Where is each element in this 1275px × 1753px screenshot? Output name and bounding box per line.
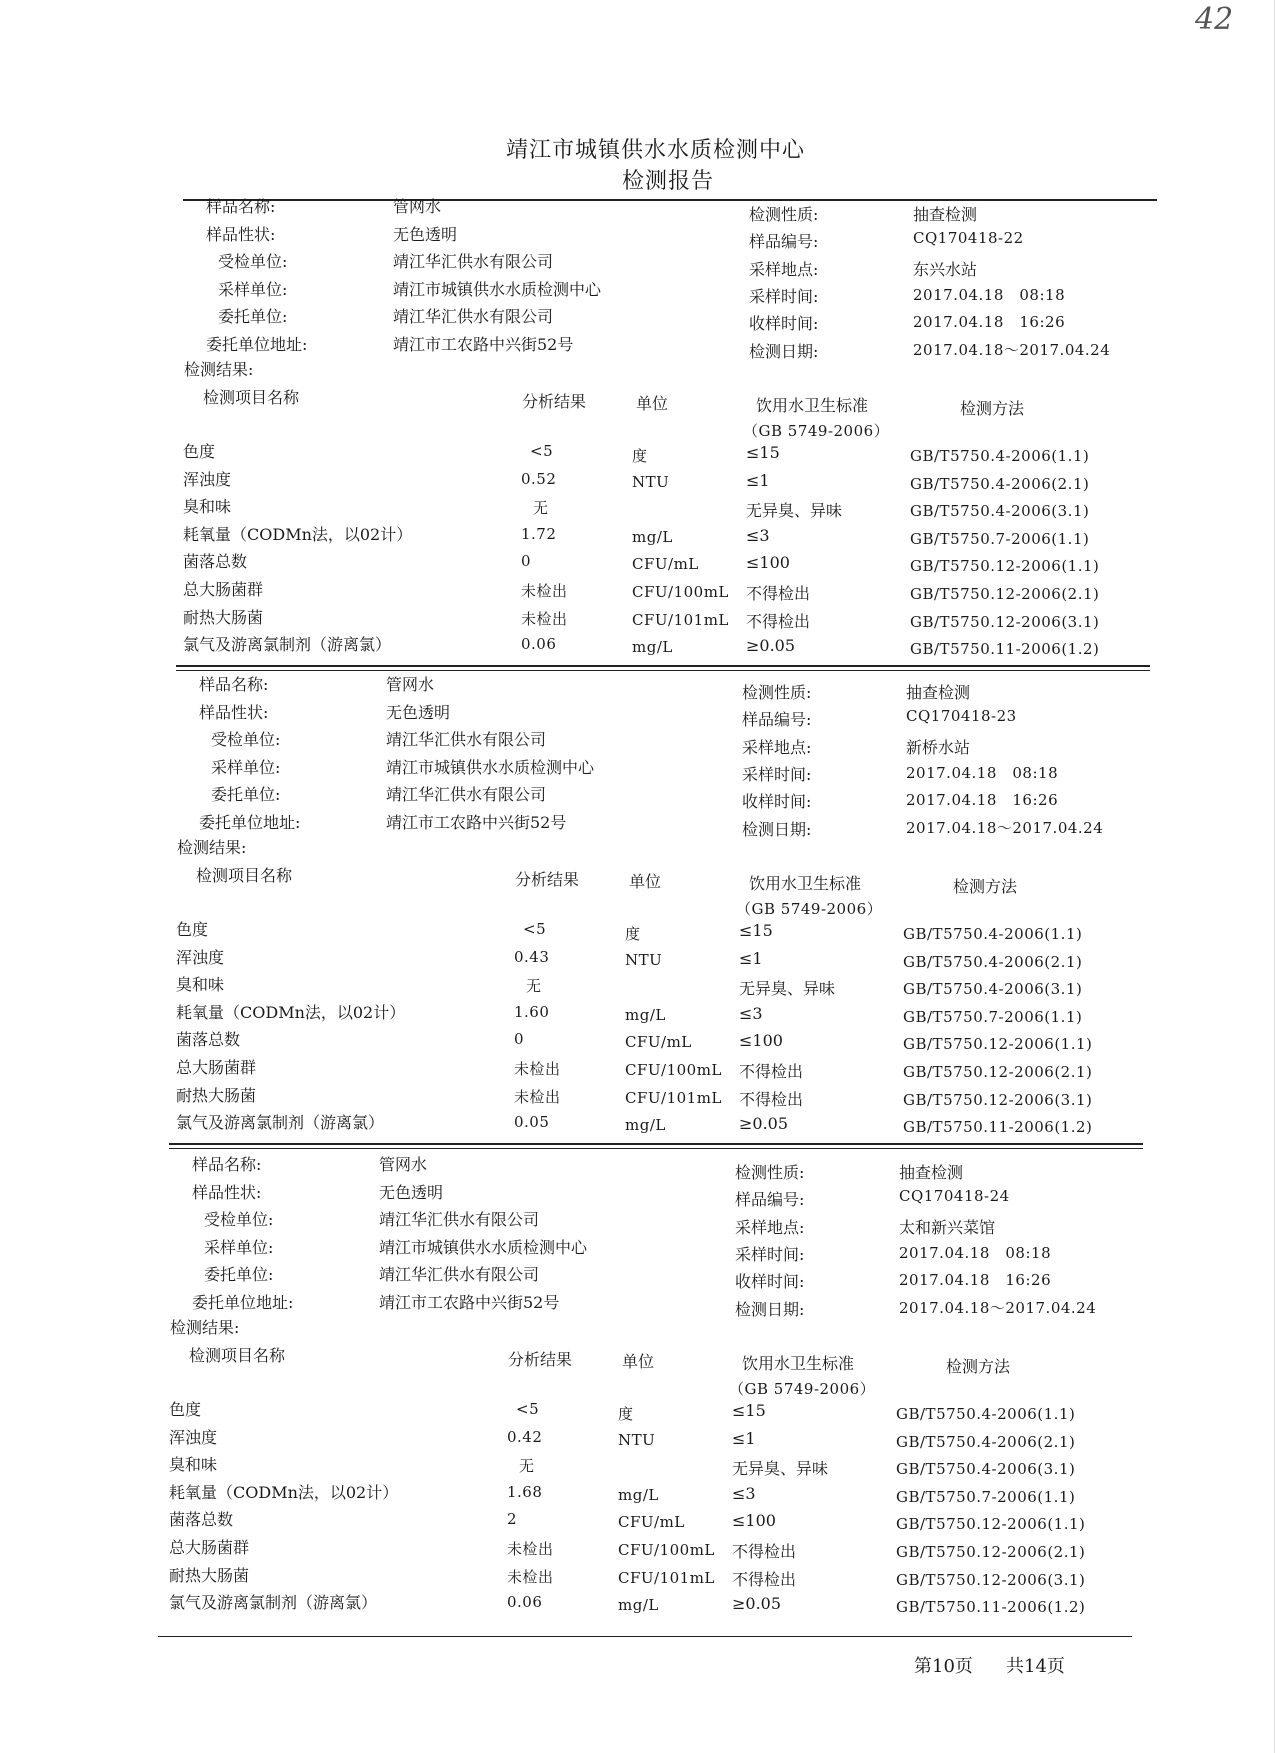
row-method: GB/T5750.11-2006(1.2) (910, 640, 1100, 658)
row-item: 总大肠菌群 (183, 580, 264, 599)
row-result: 0.05 (514, 1113, 550, 1131)
test-date-value: 2017.04.18～2017.04.24 (913, 341, 1111, 359)
row-unit: NTU (618, 1431, 656, 1449)
row-result: 0 (521, 552, 532, 570)
row-unit: CFU/mL (632, 555, 699, 573)
row-standard: ≥0.05 (746, 636, 796, 655)
receive-time-label: 收样时间: (742, 792, 812, 811)
results-label: 检测结果: (177, 838, 247, 857)
handwritten-page-mark: 42 (1195, 2, 1234, 37)
row-standard: ≤1 (746, 471, 770, 490)
row-unit: CFU/101mL (625, 1089, 722, 1107)
sample-name-label: 样品名称: (192, 1155, 262, 1174)
receive-time-value: 2017.04.18 16:26 (906, 791, 1059, 809)
row-method: GB/T5750.4-2006(2.1) (896, 1433, 1076, 1451)
col-header-item: 检测项目名称 (203, 388, 300, 407)
client-address-label: 委托单位地址: (206, 335, 308, 354)
inspected-unit-value: 靖江华汇供水有限公司 (393, 252, 554, 271)
col-header-unit: 单位 (622, 1352, 655, 1371)
sample-no-value: CQ170418-22 (913, 229, 1024, 247)
row-result: 未检出 (514, 1060, 561, 1078)
sample-state-value: 无色透明 (386, 703, 451, 722)
row-result: 无 (519, 1457, 535, 1475)
row-standard: 不得检出 (732, 1570, 797, 1589)
col-header-unit: 单位 (629, 872, 662, 891)
row-item: 氯气及游离氯制剂（游离氯） (169, 1593, 378, 1612)
client-address-label: 委托单位地址: (192, 1293, 294, 1312)
sample-state-label: 样品性状: (206, 225, 276, 244)
row-result: 1.72 (521, 525, 557, 543)
test-nature-label: 检测性质: (742, 683, 812, 702)
row-unit: NTU (625, 951, 663, 969)
client-address-value: 靖江市工农路中兴街52号 (379, 1293, 560, 1312)
sample-name-label: 样品名称: (206, 197, 276, 216)
sampling-site-value: 东兴水站 (913, 260, 978, 279)
row-standard: 不得检出 (732, 1542, 797, 1561)
row-method: GB/T5750.12-2006(3.1) (896, 1571, 1086, 1589)
row-method: GB/T5750.4-2006(2.1) (903, 953, 1083, 971)
sample-state-label: 样品性状: (199, 703, 269, 722)
row-result: 0.06 (521, 635, 557, 653)
sampling-time-value: 2017.04.18 08:18 (906, 764, 1059, 782)
row-item: 浑浊度 (169, 1428, 218, 1447)
row-result: 未检出 (521, 582, 568, 600)
receive-time-value: 2017.04.18 16:26 (899, 1271, 1052, 1289)
test-nature-value: 抽查检测 (913, 205, 978, 224)
row-item: 耗氧量（CODMn法，以02计） (176, 1003, 406, 1022)
col-header-unit: 单位 (636, 394, 669, 413)
sampling-site-value: 新桥水站 (906, 738, 971, 757)
row-method: GB/T5750.12-2006(1.1) (896, 1515, 1086, 1533)
row-method: GB/T5750.11-2006(1.2) (903, 1118, 1093, 1136)
col-header-standard: 饮用水卫生标准 (749, 874, 862, 893)
row-method: GB/T5750.4-2006(2.1) (910, 475, 1090, 493)
test-nature-value: 抽查检测 (906, 683, 971, 702)
client-unit-value: 靖江华汇供水有限公司 (386, 785, 547, 804)
row-result: 0.52 (521, 470, 557, 488)
sample-no-label: 样品编号: (749, 232, 819, 251)
inspected-unit-label: 受检单位: (218, 252, 288, 271)
client-address-label: 委托单位地址: (199, 813, 301, 832)
row-method: GB/T5750.4-2006(1.1) (910, 447, 1090, 465)
sample-no-label: 样品编号: (735, 1190, 805, 1209)
row-standard: ≤3 (746, 526, 770, 545)
section-separator (176, 665, 1150, 671)
row-standard: 不得检出 (739, 1062, 804, 1081)
col-header-standard-code: （GB 5749-2006） (729, 1380, 876, 1398)
sampling-time-label: 采样时间: (735, 1245, 805, 1264)
row-result: 0 (514, 1030, 525, 1048)
receive-time-value: 2017.04.18 16:26 (913, 313, 1066, 331)
inspected-unit-label: 受检单位: (204, 1210, 274, 1229)
sampling-site-value: 太和新兴菜馆 (899, 1218, 996, 1237)
sample-name-value: 管网水 (386, 675, 435, 694)
row-result: 无 (526, 977, 542, 995)
page-number: 第10页 (914, 1656, 973, 1677)
inspected-unit-value: 靖江华汇供水有限公司 (386, 730, 547, 749)
row-method: GB/T5750.4-2006(1.1) (896, 1405, 1076, 1423)
sample-name-value: 管网水 (379, 1155, 428, 1174)
receive-time-label: 收样时间: (735, 1272, 805, 1291)
row-method: GB/T5750.12-2006(1.1) (910, 557, 1100, 575)
row-item: 菌落总数 (176, 1030, 241, 1049)
row-method: GB/T5750.4-2006(3.1) (896, 1460, 1076, 1478)
col-header-item: 检测项目名称 (189, 1346, 286, 1365)
row-result: 0.42 (507, 1428, 543, 1446)
client-unit-value: 靖江华汇供水有限公司 (393, 307, 554, 326)
row-unit: mg/L (625, 1116, 666, 1134)
test-date-label: 检测日期: (749, 342, 819, 361)
row-unit: CFU/mL (618, 1513, 685, 1531)
row-method: GB/T5750.7-2006(1.1) (910, 530, 1090, 548)
sample-no-value: CQ170418-24 (899, 1187, 1010, 1205)
row-standard: 不得检出 (739, 1090, 804, 1109)
row-item: 臭和味 (183, 497, 232, 516)
row-item: 耐热大肠菌 (176, 1086, 257, 1105)
test-date-value: 2017.04.18～2017.04.24 (899, 1299, 1097, 1317)
inspected-unit-label: 受检单位: (211, 730, 281, 749)
row-unit: NTU (632, 473, 670, 491)
row-unit: CFU/mL (625, 1033, 692, 1051)
report-title: 靖江市城镇供水水质检测中心 (506, 138, 806, 163)
footer-rule (158, 1636, 1132, 1637)
header-rule (183, 199, 1157, 201)
row-unit: mg/L (625, 1006, 666, 1024)
col-header-standard: 饮用水卫生标准 (742, 1354, 855, 1373)
row-standard: ≥0.05 (732, 1594, 782, 1613)
col-header-standard: 饮用水卫生标准 (756, 396, 869, 415)
inspected-unit-value: 靖江华汇供水有限公司 (379, 1210, 540, 1229)
row-item: 耐热大肠菌 (183, 608, 264, 627)
sample-name-label: 样品名称: (199, 675, 269, 694)
row-unit: 度 (618, 1405, 634, 1423)
row-result: 未检出 (521, 610, 568, 628)
row-standard: ≤3 (732, 1484, 756, 1503)
row-item: 菌落总数 (169, 1510, 234, 1529)
sample-state-label: 样品性状: (192, 1183, 262, 1202)
row-standard: 无异臭、异味 (732, 1459, 829, 1478)
col-header-result: 分析结果 (522, 392, 587, 411)
row-standard: ≤1 (739, 949, 763, 968)
row-standard: ≤100 (732, 1511, 776, 1530)
col-header-method: 检测方法 (960, 399, 1025, 418)
row-unit: CFU/100mL (625, 1061, 722, 1079)
results-label: 检测结果: (184, 360, 254, 379)
row-standard: ≤15 (746, 443, 780, 462)
row-unit: mg/L (618, 1596, 659, 1614)
sampling-site-label: 采样地点: (742, 738, 812, 757)
row-item: 浑浊度 (176, 948, 225, 967)
row-standard: ≤15 (732, 1401, 766, 1420)
row-result: 0.43 (514, 948, 550, 966)
sampling-time-label: 采样时间: (749, 287, 819, 306)
row-unit: CFU/100mL (618, 1541, 715, 1559)
col-header-method: 检测方法 (953, 877, 1018, 896)
row-method: GB/T5750.12-2006(2.1) (896, 1543, 1086, 1561)
row-method: GB/T5750.4-2006(3.1) (910, 502, 1090, 520)
row-item: 耗氧量（CODMn法，以02计） (183, 525, 413, 544)
test-date-label: 检测日期: (735, 1300, 805, 1319)
row-standard: 不得检出 (746, 612, 811, 631)
sample-state-value: 无色透明 (379, 1183, 444, 1202)
row-item: 总大肠菌群 (176, 1058, 257, 1077)
row-result: <5 (516, 1400, 540, 1418)
sampling-site-label: 采样地点: (735, 1218, 805, 1237)
row-method: GB/T5750.4-2006(3.1) (903, 980, 1083, 998)
row-item: 色度 (169, 1400, 202, 1419)
row-item: 色度 (183, 442, 216, 461)
row-method: GB/T5750.12-2006(2.1) (903, 1063, 1093, 1081)
test-nature-label: 检测性质: (735, 1163, 805, 1182)
row-method: GB/T5750.7-2006(1.1) (896, 1488, 1076, 1506)
row-result: 1.60 (514, 1003, 550, 1021)
row-result: 2 (507, 1510, 518, 1528)
row-result: 0.06 (507, 1593, 543, 1611)
col-header-result: 分析结果 (515, 870, 580, 889)
row-item: 臭和味 (169, 1455, 218, 1474)
col-header-item: 检测项目名称 (196, 866, 293, 885)
col-header-method: 检测方法 (946, 1357, 1011, 1376)
row-standard: ≤15 (739, 921, 773, 940)
col-header-standard-code: （GB 5749-2006） (736, 900, 883, 918)
sample-name-value: 管网水 (393, 197, 442, 216)
row-standard: 无异臭、异味 (746, 501, 843, 520)
row-standard: ≤1 (732, 1429, 756, 1448)
row-result: <5 (523, 920, 547, 938)
row-item: 臭和味 (176, 975, 225, 994)
client-address-value: 靖江市工农路中兴街52号 (386, 813, 567, 832)
row-method: GB/T5750.12-2006(3.1) (910, 613, 1100, 631)
report-subtitle: 检测报告 (622, 169, 715, 194)
row-result: <5 (530, 442, 554, 460)
section-separator (169, 1143, 1143, 1149)
sampling-unit-value: 靖江市城镇供水水质检测中心 (386, 758, 595, 777)
row-unit: 度 (625, 925, 641, 943)
row-item: 浑浊度 (183, 470, 232, 489)
sampling-unit-label: 采样单位: (218, 280, 288, 299)
row-result: 1.68 (507, 1483, 543, 1501)
client-unit-label: 委托单位: (218, 307, 288, 326)
row-unit: 度 (632, 447, 648, 465)
row-standard: ≥0.05 (739, 1114, 789, 1133)
test-nature-value: 抽查检测 (899, 1163, 964, 1182)
test-date-label: 检测日期: (742, 820, 812, 839)
row-result: 无 (533, 499, 549, 517)
row-item: 氯气及游离氯制剂（游离氯） (183, 635, 392, 654)
row-standard: ≤100 (746, 553, 790, 572)
row-unit: CFU/101mL (618, 1569, 715, 1587)
receive-time-label: 收样时间: (749, 314, 819, 333)
row-standard: 不得检出 (746, 584, 811, 603)
sampling-time-label: 采样时间: (742, 765, 812, 784)
sampling-unit-value: 靖江市城镇供水水质检测中心 (379, 1238, 588, 1257)
sample-no-label: 样品编号: (742, 710, 812, 729)
client-unit-label: 委托单位: (211, 785, 281, 804)
row-item: 耗氧量（CODMn法，以02计） (169, 1483, 399, 1502)
client-address-value: 靖江市工农路中兴街52号 (393, 335, 574, 354)
page-total: 共14页 (1006, 1656, 1065, 1677)
test-date-value: 2017.04.18～2017.04.24 (906, 819, 1104, 837)
row-method: GB/T5750.11-2006(1.2) (896, 1598, 1086, 1616)
row-standard: ≤3 (739, 1004, 763, 1023)
client-unit-label: 委托单位: (204, 1265, 274, 1284)
row-item: 总大肠菌群 (169, 1538, 250, 1557)
sampling-unit-value: 靖江市城镇供水水质检测中心 (393, 280, 602, 299)
row-standard: 无异臭、异味 (739, 979, 836, 998)
test-nature-label: 检测性质: (749, 205, 819, 224)
row-item: 菌落总数 (183, 552, 248, 571)
row-method: GB/T5750.12-2006(2.1) (910, 585, 1100, 603)
row-item: 耐热大肠菌 (169, 1566, 250, 1585)
row-method: GB/T5750.12-2006(1.1) (903, 1035, 1093, 1053)
row-method: GB/T5750.12-2006(3.1) (903, 1091, 1093, 1109)
sampling-time-value: 2017.04.18 08:18 (899, 1244, 1052, 1262)
row-item: 色度 (176, 920, 209, 939)
sampling-site-label: 采样地点: (749, 260, 819, 279)
client-unit-value: 靖江华汇供水有限公司 (379, 1265, 540, 1284)
sampling-time-value: 2017.04.18 08:18 (913, 286, 1066, 304)
row-unit: mg/L (632, 638, 673, 656)
row-result: 未检出 (507, 1540, 554, 1558)
row-result: 未检出 (507, 1568, 554, 1586)
row-method: GB/T5750.7-2006(1.1) (903, 1008, 1083, 1026)
sampling-unit-label: 采样单位: (204, 1238, 274, 1257)
row-method: GB/T5750.4-2006(1.1) (903, 925, 1083, 943)
sampling-unit-label: 采样单位: (211, 758, 281, 777)
col-header-result: 分析结果 (508, 1350, 573, 1369)
results-label: 检测结果: (170, 1318, 240, 1337)
row-result: 未检出 (514, 1088, 561, 1106)
row-unit: CFU/101mL (632, 611, 729, 629)
sample-no-value: CQ170418-23 (906, 707, 1017, 725)
sample-state-value: 无色透明 (393, 225, 458, 244)
row-unit: mg/L (618, 1486, 659, 1504)
row-item: 氯气及游离氯制剂（游离氯） (176, 1113, 385, 1132)
row-unit: mg/L (632, 528, 673, 546)
row-unit: CFU/100mL (632, 583, 729, 601)
col-header-standard-code: （GB 5749-2006） (743, 422, 890, 440)
row-standard: ≤100 (739, 1031, 783, 1050)
